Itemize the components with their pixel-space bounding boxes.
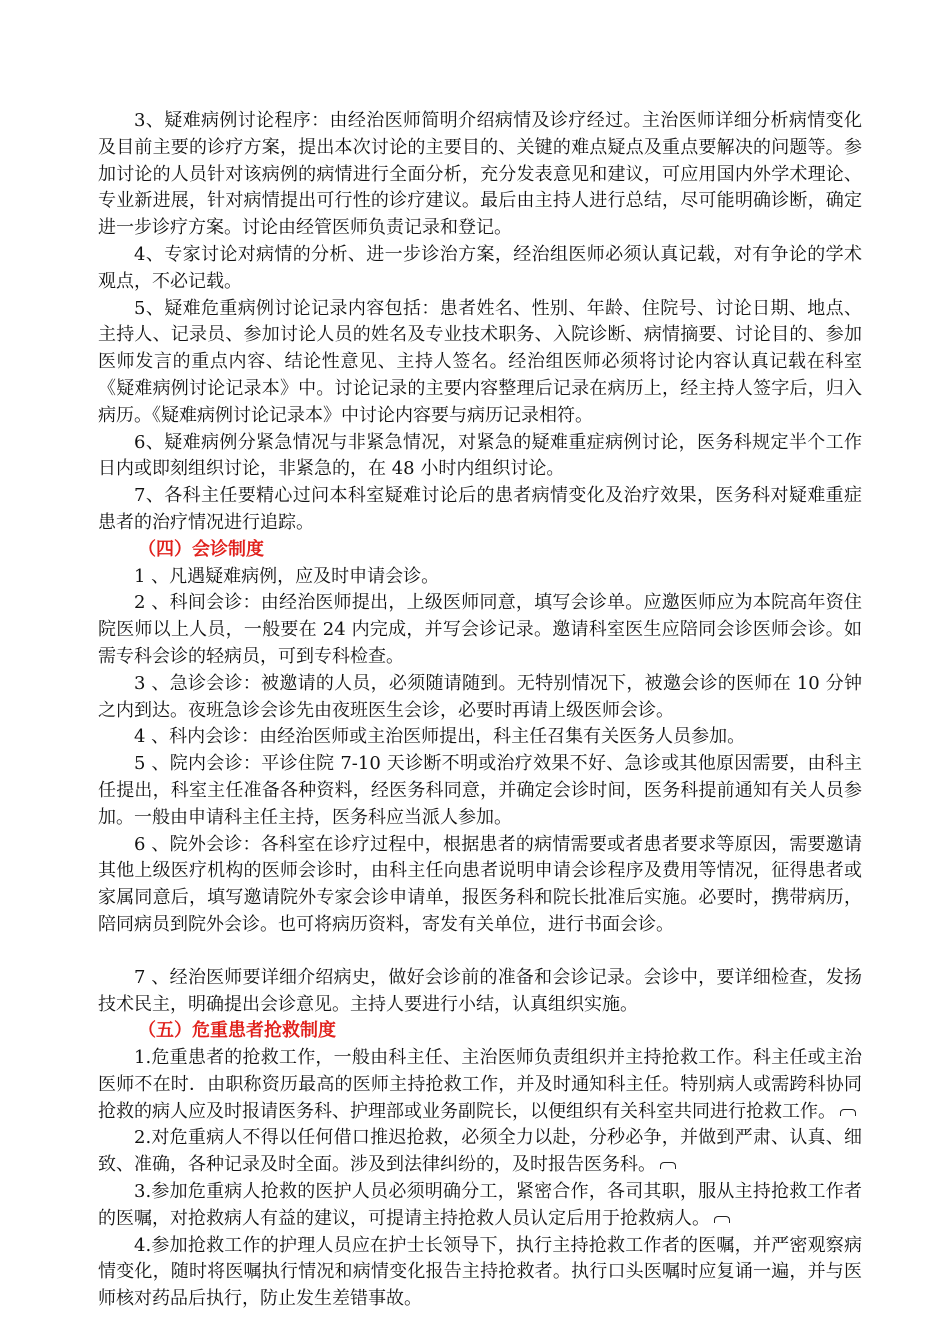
document-body — [98, 108, 862, 1313]
paragraph-rescue-3-text: 3.参加危重病人抢救的医护人员必须明确分工，紧密合作，各司其职，服从主持抢救工作者的医嘱，对抢救病人有益的建议，可提请主持抢救人员认定后用于抢救病人。 — [98, 1181, 862, 1229]
paragraph-mark-icon — [660, 1162, 676, 1169]
paragraph-expert-discussion: 4、专家讨论对病情的分析、进一步诊治方案，经治组医师必须认真记载，对有争论的学术观点，不必记载。 — [98, 243, 862, 292]
paragraph-mark-icon — [840, 1109, 856, 1116]
paragraph-rescue-2-text: 2.对危重病人不得以任何借口推迟抢救，必须全力以赴，分秒必争，并做到严肃、认真、细致、准确，各种记录及时全面。涉及到法律纠纷的，及时报告医务科。 — [98, 1127, 862, 1176]
paragraph-urgent-cases: 6、疑难病例分紧急情况与非紧急情况，对紧急的疑难重症病例讨论，医务科规定半个工作日内或即刻组织讨论，非紧急的，在 48 小时内组织讨论。 — [98, 431, 862, 480]
paragraph-rescue-1 — [98, 1045, 862, 1125]
paragraph-consultation-3: 3 、急诊会诊：被邀请的人员，必须随请随到。无特别情况下，被邀会诊的医师在 10 分钟之内到达。夜班急诊会诊先由夜班医生会诊，必要时再请上级医师会诊。 — [98, 672, 862, 721]
paragraph-consultation-2: 2 、科间会诊：由经治医师提出，上级医师同意，填写会诊单。应邀医师应为本院高年资住院医师以上人员，一般要在 24 内完成，并写会诊记录。邀请科室医生应陪同会诊医师会诊。如需专科会诊的轻病员，可到专科检查。 — [98, 592, 862, 667]
section-heading-consultation: （四）会诊制度 — [138, 538, 264, 560]
paragraph-follow-up: 7、各科主任要精心过问本科室疑难讨论后的患者病情变化及治疗效果，医务科对疑难重症患者的治疗情况进行追踪。 — [98, 485, 862, 533]
section-heading-rescue: （五）危重患者抢救制度 — [138, 1020, 336, 1042]
paragraph-mark-icon — [714, 1216, 730, 1223]
paragraph-rescue-1-text: 1.危重患者的抢救工作，一般由科主任、主治医师负责组织并主持抢救工作。科主任或主治医师不在时．由职称资历最高的医师主持抢救工作，并及时通知科主任。特别病人或需跨科协同抢救的病人应及时报请医务科、护理部或业务副院长，以便组织有关科室共同进行抢救工作。 — [98, 1047, 862, 1122]
paragraph-consultation-7: 7 、经治医师要详细介绍病史，做好会诊前的准备和会诊记录。会诊中，要详细检查，发扬技术民主，明确提出会诊意见。主持人要进行小结，认真组织实施。 — [98, 966, 862, 1015]
paragraph-discussion-procedure: 3、疑难病例讨论程序：由经治医师简明介绍病情及诊疗经过。主治医师详细分析病情变化及目前主要的诊疗方案，提出本次讨论的主要目的、关键的难点疑点及重点要解决的问题等。参加讨论的人员针对该病例的病情进行全面分析，充分发表意见和建议，可应用国内外学术理论、专业新进展，针对病情提出可行性的诊疗建议。最后由主持人进行总结，尽可能明确诊断，确定进一步诊疗方案。讨论由经管医师负责记录和登记。 — [98, 110, 862, 239]
paragraph-consultation-4: 4 、科内会诊：由经治医师或主治医师提出，科主任召集有关医务人员参加。 — [134, 726, 746, 748]
paragraph-record-contents: 5、疑难危重病例讨论记录内容包括：患者姓名、性别、年龄、住院号、讨论日期、地点、主持人、记录员、参加讨论人员的姓名及专业技术职务、入院诊断、病情摘要、讨论目的、参加医师发言的重点内容、结论性意见、主持人签名。经治组医师必须将讨论内容认真记载在科室《疑难病例讨论记录本》中。讨论记录的主要内容整理后记录在病历上，经主持人签字后，归入病历。《疑难病例讨论记录本》中讨论内容要与病历记录相符。 — [98, 297, 862, 426]
paragraph-rescue-2 — [98, 1125, 862, 1179]
paragraph-rescue-3 — [98, 1179, 862, 1233]
blank-line — [98, 939, 862, 965]
paragraph-consultation-6: 6 、院外会诊：各科室在诊疗过程中，根据患者的病情需要或者患者要求等原因，需要邀请其他上级医疗机构的医师会诊时，由科主任向患者说明申请会诊程序及费用等情况，征得患者或家属同意后，填写邀请院外专家会诊申请单，报医务科和院长批准后实施。必要时，携带病历，陪同病员到院外会诊。也可将病历资料，寄发有关单位，进行书面会诊。 — [98, 833, 862, 935]
paragraph-consultation-1: 1 、凡遇疑难病例，应及时申请会诊。 — [134, 565, 440, 587]
paragraph-rescue-4: 4.参加抢救工作的护理人员应在护士长领导下，执行主持抢救工作者的医嘱，并严密观察病情变化，随时将医嘱执行情况和病情变化报告主持抢救者。执行口头医嘱时应复诵一遍，并与医师核对药品后执行，防止发生差错事故。 — [98, 1234, 862, 1310]
paragraph-consultation-5: 5 、院内会诊：平诊住院 7-10 天诊断不明或治疗效果不好、急诊或其他原因需要，由科主任提出，科室主任准备各种资料，经医务科同意，并确定会诊时间，医务科提前通知有关人员参加。一般由申请科主任主持，医务科应当派人参加。 — [98, 753, 862, 828]
